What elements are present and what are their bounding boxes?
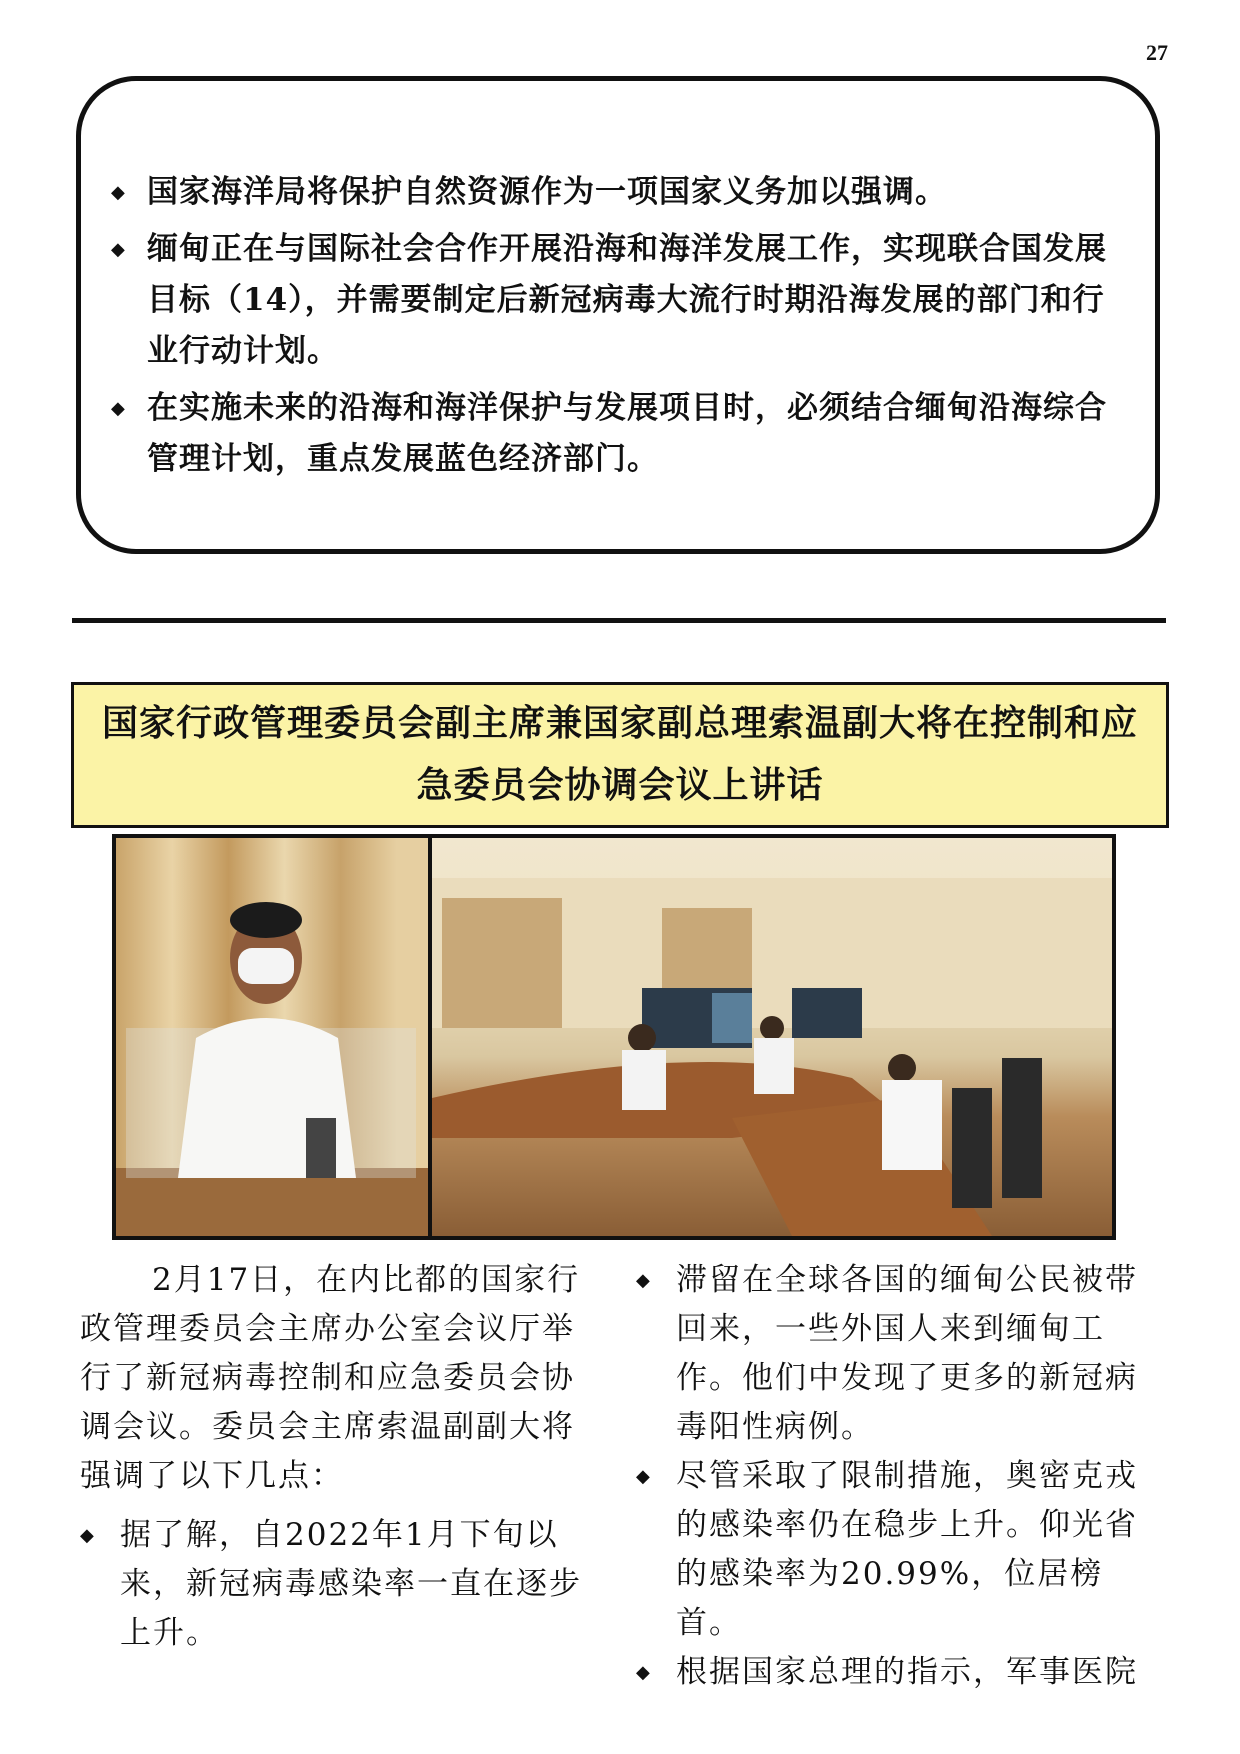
article-column-right [636,1256,1156,1697]
summary-list [111,167,1125,491]
left-bullet-list [80,1511,600,1658]
meeting-room-photo [432,838,1112,1236]
article-bullet: ◆ 根据国家总理的指示，军事医院 [636,1648,1156,1697]
article-bullet: ◆ 滞留在全球各国的缅甸公民被带回来，一些外国人来到缅甸工作。他们中发现了更多的新冠病毒阳性病例。 [636,1256,1156,1452]
headline-line-1: 国家行政管理委员会副主席兼国家副总理索温副大将在控制和应 [101,703,1138,744]
article-intro: 2月17日，在内比都的国家行政管理委员会主席办公室会议厅举行了新冠病毒控制和应急委员会协调会议。委员会主席索温副副大将强调了以下几点： [80,1262,581,1494]
article-headline [71,682,1169,828]
meeting-illustration [432,838,1112,1236]
bullet-icon: ◆ [636,1270,652,1291]
bullet-icon: ◆ [111,398,126,419]
article-column-left [80,1256,600,1658]
headline-line-2: 急委员会协调会议上讲话 [416,765,824,806]
news-photos [112,834,1116,1240]
summary-item: ◆ 国家海洋局将保护自然资源作为一项国家义务加以强调。 [111,167,1125,218]
bullet-icon: ◆ [636,1466,652,1487]
right-bullet-list [636,1256,1156,1697]
summary-box [76,76,1160,554]
article-bullet: ◆ 据了解，自2022年1月下旬以来，新冠病毒感染率一直在逐步上升。 [80,1511,600,1658]
bullet-icon: ◆ [80,1525,96,1546]
article-bullet: ◆ 尽管采取了限制措施，奥密克戎的感染率仍在稳步上升。仰光省的感染率为20.99%，位居榜首。 [636,1452,1156,1648]
page-number: 27 [1146,40,1168,65]
bullet-icon: ◆ [111,182,126,203]
section-divider [72,618,1166,623]
summary-item: ◆ 缅甸正在与国际社会合作开展沿海和海洋发展工作，实现联合国发展目标（14），并需要制定后新冠病毒大流行时期沿海发展的部门和行业行动计划。 [111,224,1125,377]
speaker-illustration [116,838,428,1236]
bullet-icon: ◆ [636,1662,652,1683]
speaker-photo [116,838,428,1236]
summary-item: ◆ 在实施未来的沿海和海洋保护与发展项目时，必须结合缅甸沿海综合管理计划，重点发展蓝色经济部门。 [111,383,1125,485]
bullet-icon: ◆ [111,239,126,260]
